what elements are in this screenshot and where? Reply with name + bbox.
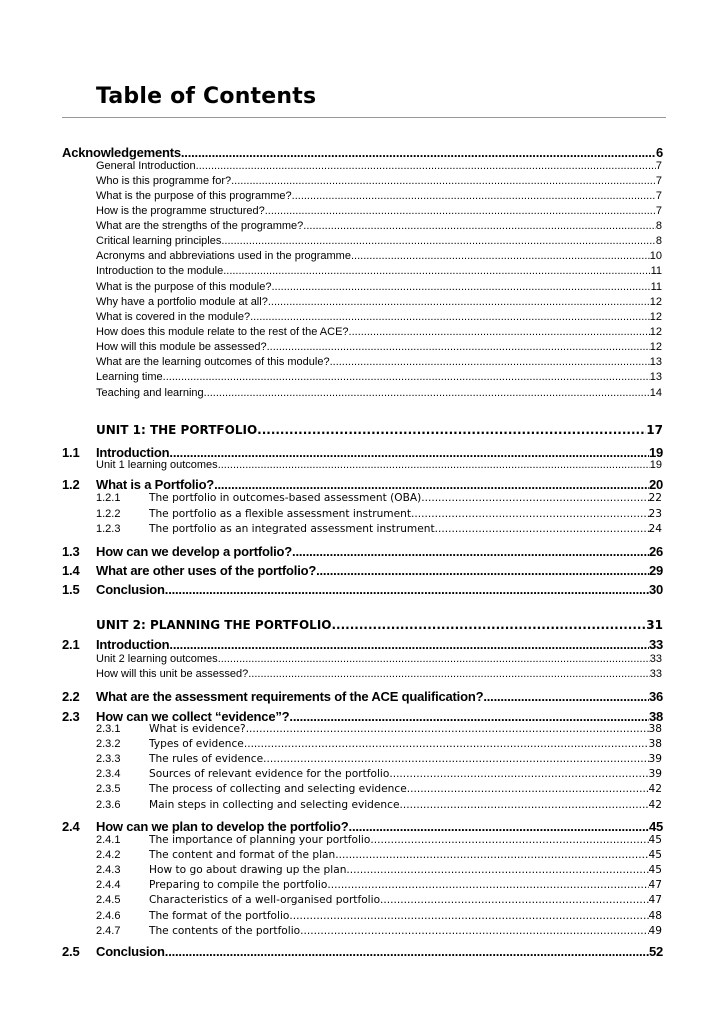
toc-entry-label: The portfolio in outcomes-based assessment (OBA) xyxy=(149,492,422,504)
dot-leader xyxy=(165,582,649,597)
toc-entry xyxy=(96,925,662,937)
toc-entry-page-number: 38 xyxy=(648,709,663,724)
toc-entry-label: How can we develop a portfolio? xyxy=(96,544,293,559)
toc-entry-page-number: 11 xyxy=(650,281,662,293)
toc-entry xyxy=(96,387,662,399)
toc-entry-page-number: 14 xyxy=(649,387,662,399)
toc-entry-number: 1.1 xyxy=(62,445,80,460)
toc-entry xyxy=(96,753,662,765)
toc-entry-label: Conclusion xyxy=(96,944,165,959)
toc-entry-page-number: 29 xyxy=(648,563,663,578)
toc-entry-label: What is the purpose of this module? xyxy=(96,281,272,293)
dot-leader xyxy=(267,341,650,353)
toc-entry xyxy=(62,637,663,652)
toc-entry-label: Main steps in collecting and selecting evidence xyxy=(149,799,400,811)
toc-entry-page-number: 39 xyxy=(648,753,662,765)
toc-entry-number: 2.2 xyxy=(62,689,80,704)
toc-entry-page-number: 10 xyxy=(649,250,662,262)
toc-entry xyxy=(96,459,662,471)
toc-entry-label: How can we collect “evidence”? xyxy=(96,709,290,724)
toc-entry-number: 1.2.2 xyxy=(96,508,121,520)
toc-entry xyxy=(96,668,662,680)
toc-entry-page-number: 36 xyxy=(648,689,663,704)
toc-entry xyxy=(96,523,662,535)
toc-entry-label: The content and format of the plan xyxy=(149,849,336,861)
dot-leader xyxy=(257,423,646,437)
dot-leader xyxy=(263,753,648,765)
toc-entry-page-number: 47 xyxy=(648,894,662,906)
toc-entry xyxy=(96,281,662,293)
toc-entry-number: 2.4.5 xyxy=(96,894,121,906)
dot-leader xyxy=(407,783,649,795)
dot-leader xyxy=(411,508,649,520)
dot-leader xyxy=(316,563,649,578)
toc-entry-page-number: 7 xyxy=(655,175,662,187)
dot-leader xyxy=(330,356,650,368)
toc-entry-page-number: 42 xyxy=(648,783,662,795)
toc-entry-page-number: 52 xyxy=(648,944,663,959)
toc-entry-label: The portfolio as a flexible assessment instrument xyxy=(149,508,412,520)
dot-leader xyxy=(214,477,649,492)
toc-entry-label: What is a Portfolio? xyxy=(96,477,215,492)
toc-entry-label: How will this unit be assessed? xyxy=(96,668,249,680)
toc-entry-page-number: 47 xyxy=(648,879,662,891)
toc-entry xyxy=(62,544,663,559)
toc-entry xyxy=(62,563,663,578)
toc-entry-label: Preparing to compile the portfolio xyxy=(149,879,328,891)
toc-entry xyxy=(62,709,663,724)
toc-entry-number: 2.3.5 xyxy=(96,783,121,795)
toc-entry-label: The rules of evidence xyxy=(149,753,264,765)
toc-entry-label: Acronyms and abbreviations used in the programme xyxy=(96,250,351,262)
toc-entry-label: How does this module relate to the rest of the ACE? xyxy=(96,326,349,338)
toc-entry-label: General Introduction xyxy=(96,160,196,172)
toc-entry-number: 2.3.4 xyxy=(96,768,121,780)
toc-entry xyxy=(62,819,663,834)
toc-entry xyxy=(96,508,662,520)
dot-leader xyxy=(289,709,649,724)
toc-entry-page-number: 24 xyxy=(648,523,662,535)
toc-entry-page-number: 30 xyxy=(648,582,663,597)
toc-entry xyxy=(96,175,662,187)
toc-entry-page-number: 22 xyxy=(648,492,662,504)
toc-entry-label: What is evidence? xyxy=(149,723,246,735)
toc-entry xyxy=(96,160,662,172)
toc-entry-label: Who is this programme for? xyxy=(96,175,232,187)
toc-entry xyxy=(96,220,662,232)
toc-entry-page-number: 38 xyxy=(648,738,662,750)
toc-entry-page-number: 45 xyxy=(648,864,662,876)
toc-entry xyxy=(62,445,663,460)
toc-entry xyxy=(96,423,663,437)
dot-leader xyxy=(370,834,648,846)
toc-entry xyxy=(96,190,662,202)
toc-entry-page-number: 7 xyxy=(655,205,662,217)
toc-entry-label: How can we plan to develop the portfolio? xyxy=(96,819,349,834)
dot-leader xyxy=(218,459,650,471)
toc-entry-page-number: 6 xyxy=(655,145,663,160)
toc-entry-page-number: 39 xyxy=(648,768,662,780)
toc-entry-number: 2.4.7 xyxy=(96,925,121,937)
toc-entry-label: Teaching and learning xyxy=(96,387,204,399)
toc-entry-label: Introduction xyxy=(96,637,170,652)
toc-entry-label: Sources of relevant evidence for the portfolio xyxy=(149,768,390,780)
toc-entry-number: 1.3 xyxy=(62,544,80,559)
toc-entry-number: 1.2.3 xyxy=(96,523,121,535)
toc-entry-number: 2.3 xyxy=(62,709,80,724)
toc-entry-label: The contents of the portfolio xyxy=(149,925,301,937)
toc-entry xyxy=(96,910,662,922)
dot-leader xyxy=(169,445,649,460)
toc-entry-page-number: 8 xyxy=(655,220,662,232)
toc-entry xyxy=(62,689,663,704)
dot-leader xyxy=(303,220,656,232)
toc-entry-number: 2.1 xyxy=(62,637,80,652)
toc-entry-number: 2.5 xyxy=(62,944,80,959)
toc-entry-page-number: 12 xyxy=(649,341,662,353)
toc-entry-page-number: 31 xyxy=(646,618,663,632)
dot-leader xyxy=(181,145,656,160)
toc-entry xyxy=(96,768,662,780)
dot-leader xyxy=(250,311,650,323)
toc-entry-label: The format of the portfolio xyxy=(149,910,290,922)
toc-entry-label: Introduction xyxy=(96,445,170,460)
dot-leader xyxy=(349,819,649,834)
dot-leader xyxy=(349,326,650,338)
toc-entry-label: UNIT 2: PLANNING THE PORTFOLIO xyxy=(96,618,332,632)
toc-entry xyxy=(62,582,663,597)
toc-entry-page-number: 33 xyxy=(649,653,662,665)
dot-leader xyxy=(483,689,649,704)
toc-entry-label: The importance of planning your portfolio xyxy=(149,834,371,846)
toc-entry-page-number: 20 xyxy=(648,477,663,492)
toc-entry xyxy=(62,145,663,160)
toc-entry-page-number: 33 xyxy=(649,668,662,680)
toc-entry-label: Types of evidence xyxy=(149,738,244,750)
dot-leader xyxy=(246,723,649,735)
toc-entry-page-number: 7 xyxy=(655,160,662,172)
toc-entry-label: Acknowledgements xyxy=(62,145,181,160)
toc-entry xyxy=(96,371,662,383)
toc-entry-page-number: 26 xyxy=(648,544,663,559)
toc-entry-number: 2.3.6 xyxy=(96,799,121,811)
toc-entry-label: How will this module be assessed? xyxy=(96,341,267,353)
toc-entry-label: Why have a portfolio module at all? xyxy=(96,296,268,308)
dot-leader xyxy=(218,653,650,665)
toc-entry-page-number: 45 xyxy=(648,819,663,834)
dot-leader xyxy=(335,849,648,861)
dot-leader xyxy=(292,544,649,559)
toc-entry-number: 1.4 xyxy=(62,563,80,578)
toc-entry-number: 2.4.6 xyxy=(96,910,121,922)
toc-entry-number: 1.5 xyxy=(62,582,80,597)
dot-leader xyxy=(165,944,649,959)
toc-entry-label: The portfolio as an integrated assessment instrument xyxy=(149,523,435,535)
toc-entry-label: How to go about drawing up the plan xyxy=(149,864,347,876)
dot-leader xyxy=(271,281,650,293)
toc-entry xyxy=(96,894,662,906)
toc-entry xyxy=(96,311,662,323)
dot-leader xyxy=(389,768,648,780)
dot-leader xyxy=(421,492,648,504)
toc-entry-number: 2.4.3 xyxy=(96,864,121,876)
dot-leader xyxy=(399,799,648,811)
toc-entry-number: 2.3.3 xyxy=(96,753,121,765)
toc-entry xyxy=(96,723,662,735)
toc-entry-page-number: 19 xyxy=(649,459,662,471)
dot-leader xyxy=(435,523,649,535)
dot-leader xyxy=(300,925,648,937)
dot-leader xyxy=(332,618,647,632)
toc-entry xyxy=(96,738,662,750)
dot-leader xyxy=(380,894,648,906)
toc-entry-page-number: 42 xyxy=(648,799,662,811)
toc-entry xyxy=(96,492,662,504)
toc-entry xyxy=(62,477,663,492)
toc-entry-label: What are the learning outcomes of this module? xyxy=(96,356,330,368)
toc-entry xyxy=(96,879,662,891)
toc-entry-number: 1.2.1 xyxy=(96,492,121,504)
toc-entry-label: What is covered in the module? xyxy=(96,311,251,323)
toc-entry-label: Unit 1 learning outcomes xyxy=(96,459,218,471)
toc-entry-page-number: 12 xyxy=(649,326,662,338)
dot-leader xyxy=(292,190,656,202)
page-title: Table of Contents xyxy=(96,84,317,109)
dot-leader xyxy=(248,668,650,680)
toc-entry xyxy=(96,834,662,846)
toc-entry-number: 1.2 xyxy=(62,477,80,492)
toc-entry-number: 2.4.1 xyxy=(96,834,121,846)
toc-entry-number: 2.3.1 xyxy=(96,723,121,735)
toc-entry-page-number: 45 xyxy=(648,834,662,846)
toc-entry-label: Critical learning principles xyxy=(96,235,222,247)
toc-entry xyxy=(96,250,662,262)
toc-entry-page-number: 48 xyxy=(648,910,662,922)
toc-entry-label: Conclusion xyxy=(96,582,165,597)
toc-entry-page-number: 49 xyxy=(648,925,662,937)
toc-entry xyxy=(96,235,662,247)
toc-entry-page-number: 45 xyxy=(648,849,662,861)
toc-entry xyxy=(62,944,663,959)
title-divider xyxy=(62,117,666,118)
toc-entry xyxy=(96,265,662,277)
toc-entry-label: UNIT 1: THE PORTFOLIO xyxy=(96,423,258,437)
dot-leader xyxy=(244,738,649,750)
toc-entry xyxy=(96,864,662,876)
toc-entry xyxy=(96,799,662,811)
toc-entry xyxy=(96,849,662,861)
toc-entry-number: 2.4 xyxy=(62,819,80,834)
dot-leader xyxy=(169,637,649,652)
toc-entry-page-number: 12 xyxy=(649,311,662,323)
toc-entry xyxy=(96,618,663,632)
toc-entry-page-number: 7 xyxy=(655,190,662,202)
dot-leader xyxy=(351,250,650,262)
toc-entry xyxy=(96,326,662,338)
toc-entry-page-number: 8 xyxy=(655,235,662,247)
dot-leader xyxy=(196,160,656,172)
dot-leader xyxy=(231,175,656,187)
toc-entry-label: What is the purpose of this programme? xyxy=(96,190,292,202)
toc-entry-label: The process of collecting and selecting evidence xyxy=(149,783,407,795)
dot-leader xyxy=(223,265,650,277)
toc-entry-label: What are the assessment requirements of the ACE qualification? xyxy=(96,689,484,704)
dot-leader xyxy=(265,205,656,217)
toc-entry-page-number: 17 xyxy=(646,423,663,437)
toc-entry-page-number: 23 xyxy=(648,508,662,520)
toc-entry-number: 2.3.2 xyxy=(96,738,121,750)
dot-leader xyxy=(204,387,650,399)
toc-entry-label: Characteristics of a well-organised portfolio xyxy=(149,894,381,906)
toc-entry-page-number: 11 xyxy=(650,265,662,277)
dot-leader xyxy=(327,879,648,891)
toc-entry-label: How is the programme structured? xyxy=(96,205,265,217)
toc-entry-page-number: 33 xyxy=(648,637,663,652)
toc-entry xyxy=(96,356,662,368)
toc-entry xyxy=(96,653,662,665)
toc-entry-page-number: 13 xyxy=(649,356,662,368)
toc-entry-page-number: 12 xyxy=(649,296,662,308)
toc-entry-label: Learning time xyxy=(96,371,163,383)
dot-leader xyxy=(346,864,648,876)
dot-leader xyxy=(163,371,650,383)
toc-entry-page-number: 38 xyxy=(648,723,662,735)
dot-leader xyxy=(221,235,656,247)
toc-entry xyxy=(96,783,662,795)
toc-entry-label: Introduction to the module xyxy=(96,265,224,277)
toc-entry-number: 2.4.2 xyxy=(96,849,121,861)
dot-leader xyxy=(289,910,648,922)
toc-entry xyxy=(96,341,662,353)
toc-entry-label: What are the strengths of the programme? xyxy=(96,220,304,232)
dot-leader xyxy=(268,296,650,308)
toc-entry-page-number: 13 xyxy=(649,371,662,383)
toc-entry xyxy=(96,205,662,217)
toc-entry-label: What are other uses of the portfolio? xyxy=(96,563,317,578)
toc-entry-label: Unit 2 learning outcomes xyxy=(96,653,218,665)
toc-entry xyxy=(96,296,662,308)
toc-entry-page-number: 19 xyxy=(648,445,663,460)
toc-entry-number: 2.4.4 xyxy=(96,879,121,891)
